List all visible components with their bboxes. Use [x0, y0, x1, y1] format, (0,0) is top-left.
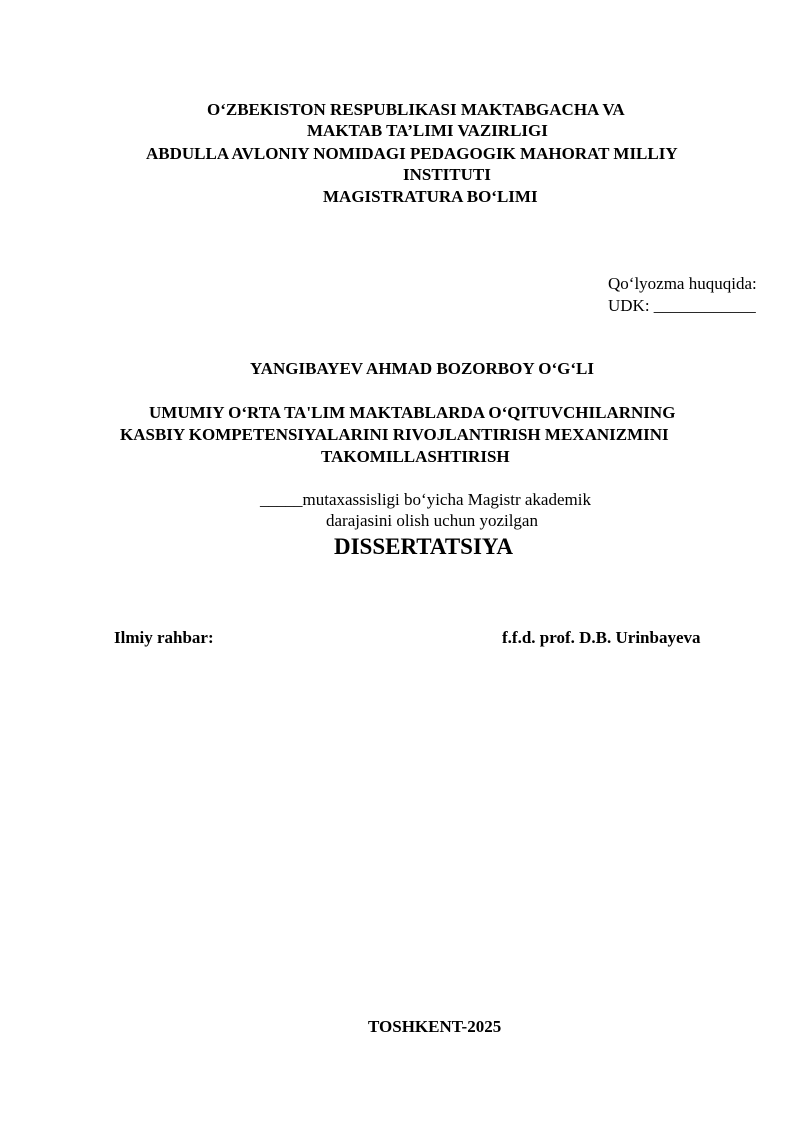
thesis-title-line-3: TAKOMILLASHTIRISH	[321, 447, 510, 466]
department-line: MAGISTRATURA BO‘LIMI	[323, 187, 538, 206]
udk-line: UDK: ____________	[608, 296, 756, 315]
author-name: YANGIBAYEV AHMAD BOZORBOY O‘G‘LI	[250, 359, 594, 378]
supervisor-label: Ilmiy rahbar:	[114, 628, 214, 647]
document-type: DISSERTATSIYA	[334, 534, 514, 559]
thesis-title-line-2: KASBIY KOMPETENSIYALARINI RIVOJLANTIRISH MEXANIZMINI	[120, 425, 669, 444]
ministry-line-2: MAKTAB TA’LIMI VAZIRLIGI	[307, 121, 548, 140]
city-year: TOSHKENT-2025	[368, 1017, 502, 1036]
specialty-line: _____mutaxassisligi bo‘yicha Magistr akademik	[260, 490, 591, 509]
manuscript-rights-label: Qo‘lyozma huquqida:	[608, 274, 757, 293]
thesis-title-line-1: UMUMIY O‘RTA TA'LIM MAKTABLARDA O‘QITUVCHILARNING	[149, 403, 676, 422]
supervisor-name: f.f.d. prof. D.B. Urinbayeva	[502, 628, 701, 647]
degree-purpose-line: darajasini olish uchun yozilgan	[326, 511, 538, 530]
ministry-line-1: O‘ZBEKISTON RESPUBLIKASI MAKTABGACHA VA	[207, 100, 625, 119]
institute-line-2: INSTITUTI	[403, 165, 491, 184]
institute-line-1: ABDULLA AVLONIY NOMIDAGI PEDAGOGIK MAHORAT MILLIY	[146, 144, 678, 163]
